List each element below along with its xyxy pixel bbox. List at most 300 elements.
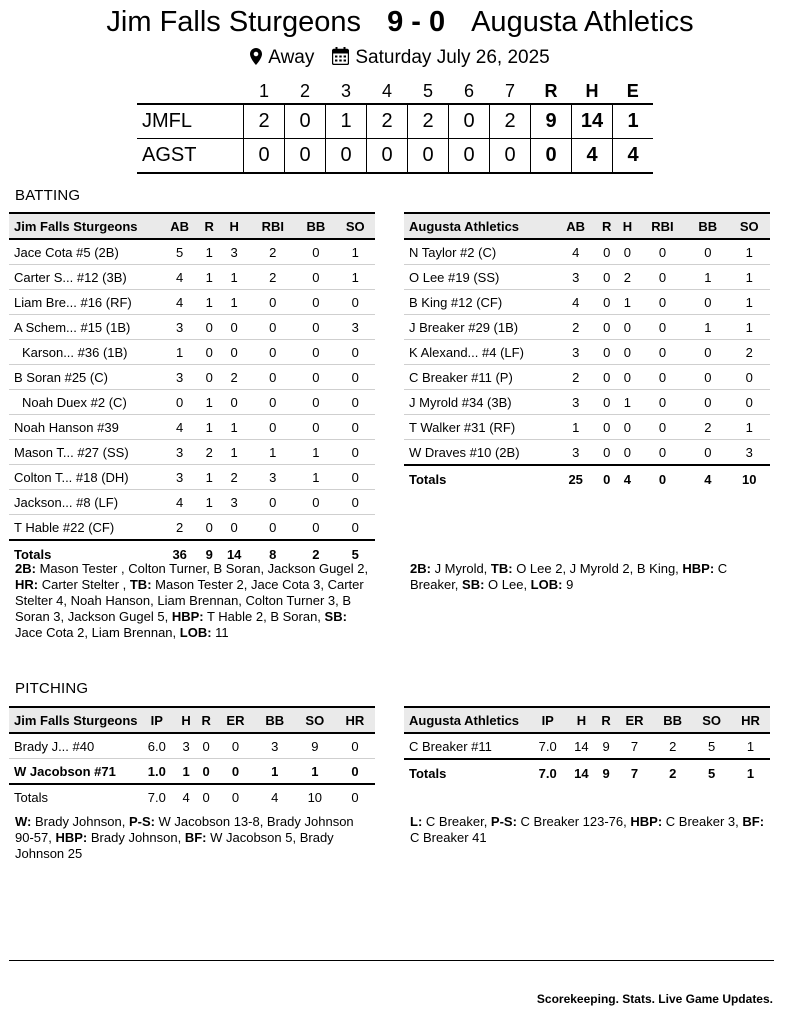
game-location: Away	[268, 47, 315, 68]
stat-cell: 0	[638, 239, 687, 265]
stat-cell: 0	[638, 440, 687, 466]
game-info	[0, 47, 800, 71]
note-text: Mason Tester 2, Jace Cota 3, Carter Stelter 4, Noah Hanson, Liam Brennan, Colton Turner 3, B Soran 3, Jackson Gugel 5,	[15, 577, 364, 624]
note-label: P-S:	[490, 814, 517, 829]
stat-cell: 2	[199, 440, 219, 465]
inning-score: 2	[244, 104, 285, 139]
note-text: C Breaker 123-76,	[516, 814, 631, 829]
stat-cell: 1	[199, 239, 219, 265]
table-header-row	[9, 213, 375, 239]
stat-cell: 0	[638, 365, 687, 390]
stat-cell: 0	[160, 390, 199, 415]
inning-header: 5	[422, 80, 433, 101]
totals-cell: 4	[182, 789, 190, 805]
note-label: LOB:	[530, 577, 563, 592]
player-row	[9, 315, 375, 340]
stat-cell: 0	[216, 759, 255, 785]
line-score-table	[137, 79, 653, 174]
stat-cell: 5	[160, 239, 199, 265]
stat-cell: 0	[296, 390, 335, 415]
note-label: HBP:	[171, 609, 204, 624]
home-pitching-notes	[15, 814, 375, 862]
note-label: 2B:	[410, 561, 431, 576]
stat-cell: 3	[160, 440, 199, 465]
player-name: Mason T... #27 (SS)	[9, 440, 160, 465]
stat-cell: 0	[687, 365, 728, 390]
totals-row	[404, 465, 770, 492]
inning-header: R	[544, 80, 558, 101]
team-header: Augusta Athletics	[404, 213, 555, 239]
stat-cell: 1	[296, 440, 335, 465]
stat-cell: 1	[199, 290, 219, 315]
inning-score: 2	[367, 104, 408, 139]
stat-cell: 4	[160, 490, 199, 515]
totals-cell: 9	[602, 765, 610, 781]
totals-cell: 1	[746, 765, 755, 781]
stat-cell: 0	[196, 733, 216, 759]
totals-cell: 4	[623, 471, 632, 487]
player-row	[404, 265, 770, 290]
note-label: SB:	[324, 609, 347, 624]
stat-cell: 0	[687, 239, 728, 265]
stat-cell: 0	[617, 340, 638, 365]
player-row	[9, 465, 375, 490]
column-header: SO	[729, 213, 771, 239]
totals-label: Totals	[14, 789, 48, 805]
stat-cell: 1	[729, 239, 771, 265]
column-header: R	[596, 213, 617, 239]
inning-header: 6	[463, 80, 474, 101]
inning-header: 3	[340, 80, 351, 101]
note-text: C Breaker 3,	[662, 814, 743, 829]
inning-score: 0	[244, 139, 285, 174]
table-header-row	[404, 213, 770, 239]
totals-cell: 10	[307, 789, 323, 805]
totals-cell: 0	[202, 789, 210, 805]
stat-cell: 0	[617, 315, 638, 340]
stat-cell: 2	[687, 415, 728, 440]
totals-cell: 0	[231, 789, 240, 805]
player-name: B Soran #25 (C)	[9, 365, 160, 390]
player-name: T Hable #22 (CF)	[9, 515, 160, 541]
stat-cell: 2	[729, 340, 771, 365]
inning-header: H	[585, 80, 599, 101]
stat-cell: 0	[296, 239, 335, 265]
stat-cell: 1	[295, 759, 335, 785]
stat-cell: 0	[335, 759, 375, 785]
totals-cell: 8	[269, 546, 277, 562]
stat-cell: 0	[219, 515, 249, 541]
stat-cell: 1	[729, 265, 771, 290]
batting-section-label: BATTING	[15, 187, 81, 204]
final-score: 9 - 0	[387, 6, 446, 38]
stat-cell: 3	[219, 490, 249, 515]
note-text: J Myrold,	[430, 561, 491, 576]
totals-cell: 5	[707, 765, 716, 781]
stat-cell: 0	[596, 340, 617, 365]
player-name: Karson... #36 (1B)	[9, 340, 160, 365]
column-header: SO	[692, 707, 731, 733]
column-header: ER	[216, 707, 255, 733]
stat-cell: 3	[729, 440, 771, 466]
stat-cell: 0	[617, 415, 638, 440]
player-row	[404, 415, 770, 440]
stat-cell: 3	[336, 315, 375, 340]
stat-cell: 1	[219, 265, 249, 290]
line-score-e: 1	[613, 104, 654, 139]
stat-cell: 6.0	[138, 733, 177, 759]
stat-cell: 0	[249, 490, 296, 515]
totals-cell: 0	[351, 789, 359, 805]
column-header: IP	[138, 707, 177, 733]
stat-cell: 0	[199, 515, 219, 541]
stat-cell: 1	[729, 290, 771, 315]
away-batting-table	[404, 212, 770, 492]
totals-cell: 0	[603, 471, 611, 487]
column-header: BB	[687, 213, 728, 239]
inning-score: 0	[285, 139, 326, 174]
stat-cell: 2	[617, 265, 638, 290]
stat-cell: 1	[199, 390, 219, 415]
note-label: HBP:	[55, 830, 88, 845]
stat-cell: 0	[687, 390, 728, 415]
stat-cell: 3	[555, 390, 596, 415]
stat-cell: 0	[296, 265, 335, 290]
stat-cell: 1	[219, 440, 249, 465]
stat-cell: 0	[219, 315, 249, 340]
note-label: L:	[410, 814, 423, 829]
note-label: P-S:	[128, 814, 155, 829]
stat-cell: 0	[296, 415, 335, 440]
stat-cell: 0	[687, 340, 728, 365]
stat-cell: 9	[295, 733, 335, 759]
table-header-row	[404, 707, 770, 733]
note-text: Carter Stelter ,	[38, 577, 130, 592]
note-label: 2B:	[15, 561, 36, 576]
totals-cell: 10	[742, 471, 757, 487]
stat-cell: 3	[555, 265, 596, 290]
inning-score: 2	[408, 104, 449, 139]
stat-cell: 0	[596, 390, 617, 415]
player-row	[9, 515, 375, 541]
stat-cell: 5	[692, 733, 731, 759]
player-name: B King #12 (CF)	[404, 290, 555, 315]
totals-label: Totals	[409, 765, 447, 781]
line-score-h: 14	[572, 104, 613, 139]
note-label: HBP:	[630, 814, 663, 829]
stat-cell: 0	[249, 415, 296, 440]
stat-cell: 0	[296, 340, 335, 365]
column-header: HR	[731, 707, 770, 733]
note-text: Mason Tester , Colton Turner, B Soran, Jackson Gugel 2,	[35, 561, 369, 576]
totals-cell: 2	[312, 546, 320, 562]
player-name: Colton T... #18 (DH)	[9, 465, 160, 490]
column-header: BB	[296, 213, 335, 239]
stat-cell: 0	[596, 440, 617, 466]
stat-cell: 1	[219, 290, 249, 315]
stat-cell: 1	[176, 759, 196, 785]
column-header: ER	[616, 707, 653, 733]
player-name: Noah Duex #2 (C)	[9, 390, 160, 415]
stat-cell: 1	[160, 340, 199, 365]
column-header: H	[219, 213, 249, 239]
stat-cell: 0	[199, 315, 219, 340]
player-name: A Schem... #15 (1B)	[9, 315, 160, 340]
stat-cell: 3	[219, 239, 249, 265]
totals-cell: 36	[172, 546, 187, 562]
line-score-r: 9	[531, 104, 572, 139]
stat-cell: 0	[336, 415, 375, 440]
stat-cell: 1	[255, 759, 295, 785]
player-name: W Jacobson #71	[9, 759, 138, 785]
stat-cell: 1	[555, 415, 596, 440]
note-label: BF:	[742, 814, 765, 829]
stat-cell: 0	[617, 239, 638, 265]
stat-cell: 0	[249, 315, 296, 340]
stat-cell: 0	[336, 465, 375, 490]
stat-cell: 0	[199, 365, 219, 390]
team-header: Augusta Athletics	[404, 707, 529, 733]
stat-cell: 0	[638, 315, 687, 340]
player-name: N Taylor #2 (C)	[404, 239, 555, 265]
line-score-e: 4	[613, 139, 654, 174]
player-name: J Breaker #29 (1B)	[404, 315, 555, 340]
stat-cell: 0	[638, 340, 687, 365]
stat-cell: 0	[596, 239, 617, 265]
footer-tagline: Scorekeeping. Stats. Live Game Updates.	[536, 992, 773, 1006]
game-date: Saturday July 26, 2025	[355, 47, 550, 68]
totals-cell: 4	[704, 471, 712, 487]
stat-cell: 9	[596, 733, 615, 759]
stat-cell: 0	[638, 265, 687, 290]
game-title	[0, 6, 800, 39]
player-row	[404, 440, 770, 466]
column-header: BB	[255, 707, 295, 733]
home-batting-notes	[15, 561, 375, 641]
stat-cell: 14	[566, 733, 596, 759]
stat-cell: 0	[296, 365, 335, 390]
stat-cell: 0	[296, 490, 335, 515]
player-row	[9, 759, 375, 785]
column-header: HR	[335, 707, 375, 733]
away-batting-notes	[410, 561, 770, 593]
stat-cell: 1	[687, 265, 728, 290]
totals-cell: 0	[658, 471, 667, 487]
stat-cell: 0	[596, 265, 617, 290]
totals-cell: 2	[669, 765, 677, 781]
stat-cell: 3	[249, 465, 296, 490]
stat-cell: 7	[616, 733, 653, 759]
totals-cell: 7.0	[538, 765, 557, 781]
pitching-section-label: PITCHING	[15, 680, 89, 697]
inning-header: 2	[299, 80, 310, 101]
stat-cell: 0	[617, 440, 638, 466]
stat-cell: 0	[219, 390, 249, 415]
away-pitching-table	[404, 706, 770, 786]
totals-row	[9, 784, 375, 809]
totals-label: Totals	[14, 546, 52, 562]
stat-cell: 1	[617, 390, 638, 415]
player-row	[404, 390, 770, 415]
inning-score: 2	[490, 104, 531, 139]
stat-cell: 3	[160, 315, 199, 340]
player-row	[404, 290, 770, 315]
player-row	[404, 239, 770, 265]
stat-cell: 0	[249, 365, 296, 390]
stat-cell: 0	[336, 365, 375, 390]
column-header: IP	[529, 707, 566, 733]
footer-divider	[9, 960, 774, 961]
totals-cell: 7.0	[147, 789, 166, 805]
stat-cell: 0	[336, 515, 375, 541]
stat-cell: 0	[336, 390, 375, 415]
stat-cell: 0	[638, 290, 687, 315]
note-text: C Breaker,	[422, 814, 491, 829]
column-header: R	[196, 707, 216, 733]
stat-cell: 1	[336, 265, 375, 290]
stat-cell: 3	[555, 340, 596, 365]
stat-cell: 0	[199, 340, 219, 365]
stat-cell: 0	[296, 290, 335, 315]
stat-cell: 1	[687, 315, 728, 340]
home-team-name: Jim Falls Sturgeons	[106, 6, 362, 38]
player-name: T Walker #31 (RF)	[404, 415, 555, 440]
stat-cell: 1	[199, 415, 219, 440]
note-label: TB:	[129, 577, 152, 592]
stat-cell: 0	[687, 290, 728, 315]
inning-score: 1	[326, 104, 367, 139]
stat-cell: 0	[336, 440, 375, 465]
stat-cell: 2	[219, 465, 249, 490]
column-header: R	[596, 707, 615, 733]
inning-score: 0	[490, 139, 531, 174]
player-name: Jace Cota #5 (2B)	[9, 239, 160, 265]
stat-cell: 0	[336, 490, 375, 515]
player-row	[9, 733, 375, 759]
note-text: C Breaker,	[410, 561, 728, 592]
player-name: O Lee #19 (SS)	[404, 265, 555, 290]
stat-cell: 0	[296, 315, 335, 340]
totals-cell: 9	[205, 546, 213, 562]
stat-cell: 0	[687, 440, 728, 466]
line-score-h: 4	[572, 139, 613, 174]
stat-cell: 0	[596, 290, 617, 315]
note-text: Jace Cota 2, Liam Brennan,	[15, 625, 180, 640]
line-score-row	[137, 139, 653, 174]
stat-cell: 2	[555, 315, 596, 340]
stat-cell: 3	[555, 440, 596, 466]
stat-cell: 0	[296, 515, 335, 541]
column-header: SO	[295, 707, 335, 733]
column-header: BB	[653, 707, 692, 733]
note-label: LOB:	[179, 625, 212, 640]
away-pitching-notes	[410, 814, 770, 846]
stat-cell: 1	[617, 290, 638, 315]
column-header: RBI	[249, 213, 296, 239]
stat-cell: 2	[249, 239, 296, 265]
note-label: TB:	[490, 561, 513, 576]
totals-cell: 14	[574, 765, 589, 781]
stat-cell: 3	[160, 465, 199, 490]
home-batting-table	[9, 212, 375, 567]
stat-cell: 0	[336, 340, 375, 365]
note-text: 9	[562, 577, 574, 592]
stat-cell: 4	[160, 415, 199, 440]
stat-cell: 4	[555, 290, 596, 315]
column-header: AB	[160, 213, 199, 239]
inning-score: 0	[408, 139, 449, 174]
stat-cell: 0	[638, 390, 687, 415]
totals-cell: 25	[568, 471, 583, 487]
stat-cell: 1	[336, 239, 375, 265]
player-name: Jackson... #8 (LF)	[9, 490, 160, 515]
player-row	[9, 390, 375, 415]
stat-cell: 3	[255, 733, 295, 759]
stat-cell: 0	[219, 340, 249, 365]
note-text: W Jacobson 5, Brady Johnson 25	[15, 830, 334, 861]
column-header: R	[199, 213, 219, 239]
stat-cell: 0	[336, 290, 375, 315]
inning-header: 1	[258, 80, 269, 101]
totals-label: Totals	[409, 471, 447, 487]
stat-cell: 0	[617, 365, 638, 390]
player-row	[9, 340, 375, 365]
line-score-team: JMFL	[137, 104, 244, 139]
player-row	[9, 365, 375, 390]
stat-cell: 7.0	[529, 733, 566, 759]
stat-cell: 2	[653, 733, 692, 759]
note-text: 11	[211, 625, 229, 640]
player-row	[9, 265, 375, 290]
player-name: C Breaker #11	[404, 733, 529, 759]
note-text: T Hable 2, B Soran,	[203, 609, 325, 624]
stat-cell: 1	[219, 415, 249, 440]
column-header: RBI	[638, 213, 687, 239]
note-label: HBP:	[682, 561, 715, 576]
stat-cell: 1	[729, 415, 771, 440]
stat-cell: 2	[555, 365, 596, 390]
totals-cell: 7	[630, 765, 639, 781]
note-label: BF:	[184, 830, 207, 845]
team-header: Jim Falls Sturgeons	[9, 213, 160, 239]
stat-cell: 1	[199, 465, 219, 490]
inning-header: 7	[504, 80, 515, 101]
player-name: Carter S... #12 (3B)	[9, 265, 160, 290]
stat-cell: 0	[249, 340, 296, 365]
totals-row	[404, 759, 770, 786]
inning-score: 0	[326, 139, 367, 174]
note-text: O Lee 2, J Myrold 2, B King,	[512, 561, 683, 576]
stat-cell: 4	[555, 239, 596, 265]
stat-cell: 1	[296, 465, 335, 490]
column-header: SO	[336, 213, 375, 239]
player-name: Liam Bre... #16 (RF)	[9, 290, 160, 315]
stat-cell: 0	[638, 415, 687, 440]
team-header: Jim Falls Sturgeons	[9, 707, 138, 733]
totals-cell: 5	[351, 546, 359, 562]
line-score-r: 0	[531, 139, 572, 174]
stat-cell: 4	[160, 290, 199, 315]
player-name: Brady J... #40	[9, 733, 138, 759]
stat-cell: 1	[249, 440, 296, 465]
player-row	[9, 440, 375, 465]
stat-cell: 1	[729, 315, 771, 340]
stat-cell: 0	[216, 733, 255, 759]
stat-cell: 1	[199, 265, 219, 290]
player-row	[404, 315, 770, 340]
stat-cell: 1	[731, 733, 770, 759]
stat-cell: 0	[596, 415, 617, 440]
